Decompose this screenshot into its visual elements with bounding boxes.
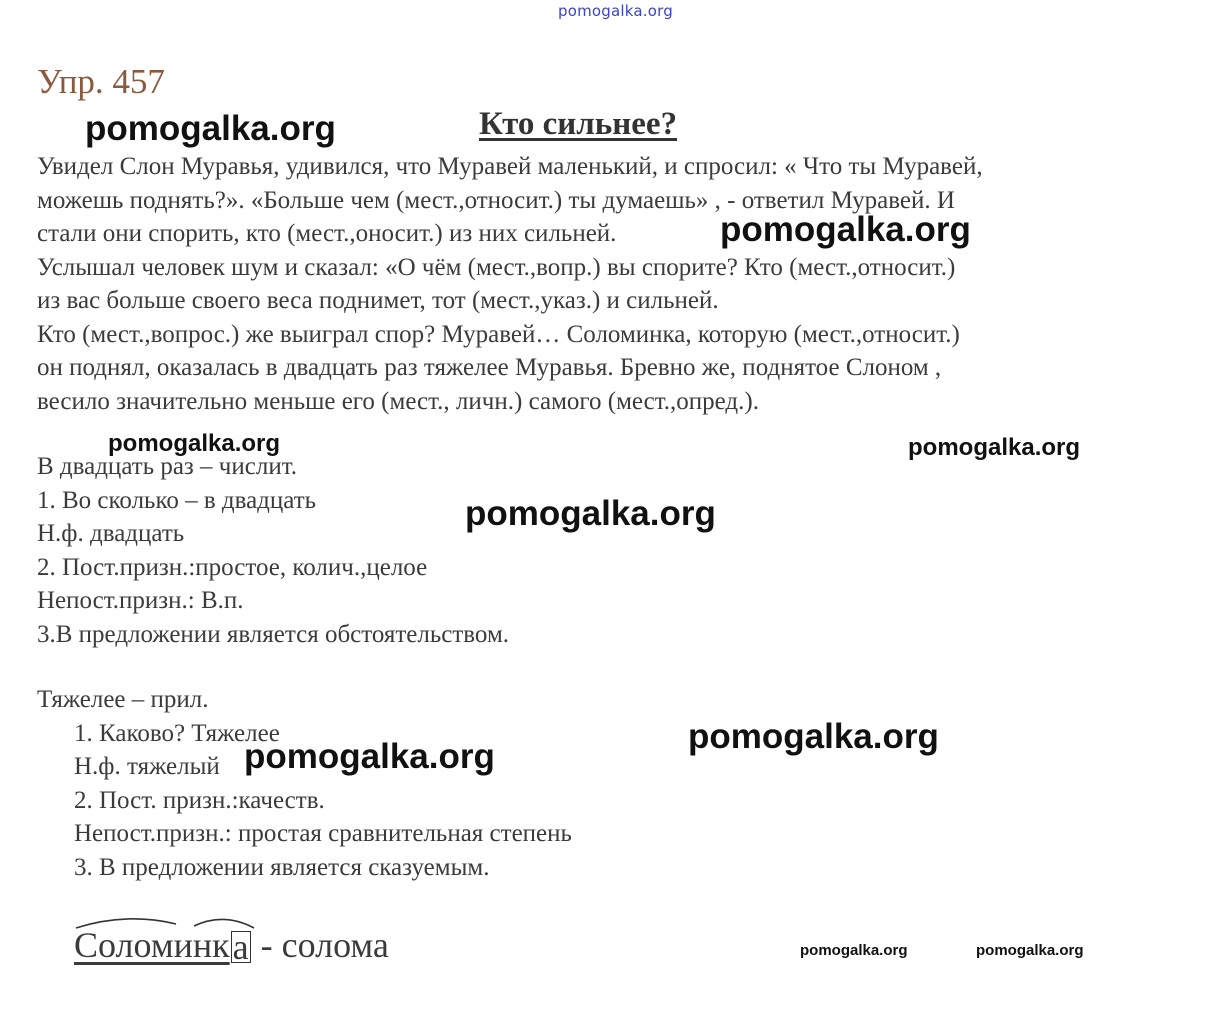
watermark: pomogalka.org [688,717,939,756]
story-line: весило значительно меньше его (мест., личн.) самого (мест.,опред.). [37,387,759,415]
related-word: - солома [251,925,389,965]
analysis-line: 2. Пост.призн.:простое, колич.,целое [37,553,428,581]
analysis-line: В двадцать раз – числит. [37,453,298,480]
watermark: pomogalka.org [976,942,1084,959]
analysis-line: Н.ф. тяжелый [74,753,220,780]
watermark: pomogalka.org [800,942,908,959]
story-line: стали они спорить, кто (мест.,оносит.) из них сильней. [37,220,617,247]
watermark: pomogalka.org [465,494,716,533]
word-ending: а [232,927,249,967]
story-line: из вас больше своего веса поднимет, тот (мест.,указ.) и сильней. [37,287,719,314]
adjective-analysis [37,683,572,884]
analysis-line: 1. Во сколько – в двадцать [37,486,317,514]
watermark: pomogalka.org [108,430,281,457]
analysis-line: Н.ф. двадцать [37,520,185,547]
word-stem: Соломинк [74,925,230,965]
story-line: Услышал человек шум и сказал: «О чём (мест.,вопр.) вы спорите? Кто (мест.,относит.) [37,253,956,281]
analysis-heading: Тяжелее – прил. [37,686,209,713]
analysis-line: 3. В предложении является сказуемым. [74,853,490,881]
story-line: Кто (мест.,вопрос.) же выиграл спор? Муравей… Соломинка, которую (мест.,относит.) [37,320,960,348]
morphemic-parse [74,924,389,966]
text-title: Кто сильнее? [479,106,678,142]
story-text [37,150,983,418]
exercise-number: Упр. 457 [37,62,165,101]
story-line: можешь поднять?». «Больше чем (мест.,относит.) ты думаешь» , - ответил Муравей. И [37,186,955,214]
analysis-line: 1. Каково? Тяжелее [74,719,280,747]
analysis-line: 3.В предложении является обстоятельством. [37,620,510,648]
watermark: pomogalka.org [85,109,336,148]
watermark: pomogalka.org [720,210,971,249]
watermark: pomogalka.org [908,434,1081,461]
analysis-line: 2. Пост. призн.:качеств. [74,786,325,814]
story-line: он поднял, оказалась в двадцать раз тяжелее Муравья. Бревно же, поднятое Слоном , [37,354,942,381]
top-watermark: pomogalka.org [558,2,673,20]
analysis-line: Непост.призн.: В.п. [37,587,244,614]
story-line: Увидел Слон Муравья, удивился, что Муравей маленький, и спросил: « Что ты Муравей, [37,153,983,180]
watermark: pomogalka.org [244,737,495,776]
analysis-line: Непост.призн.: простая сравнительная степень [74,820,572,847]
numeral-analysis [37,450,509,651]
